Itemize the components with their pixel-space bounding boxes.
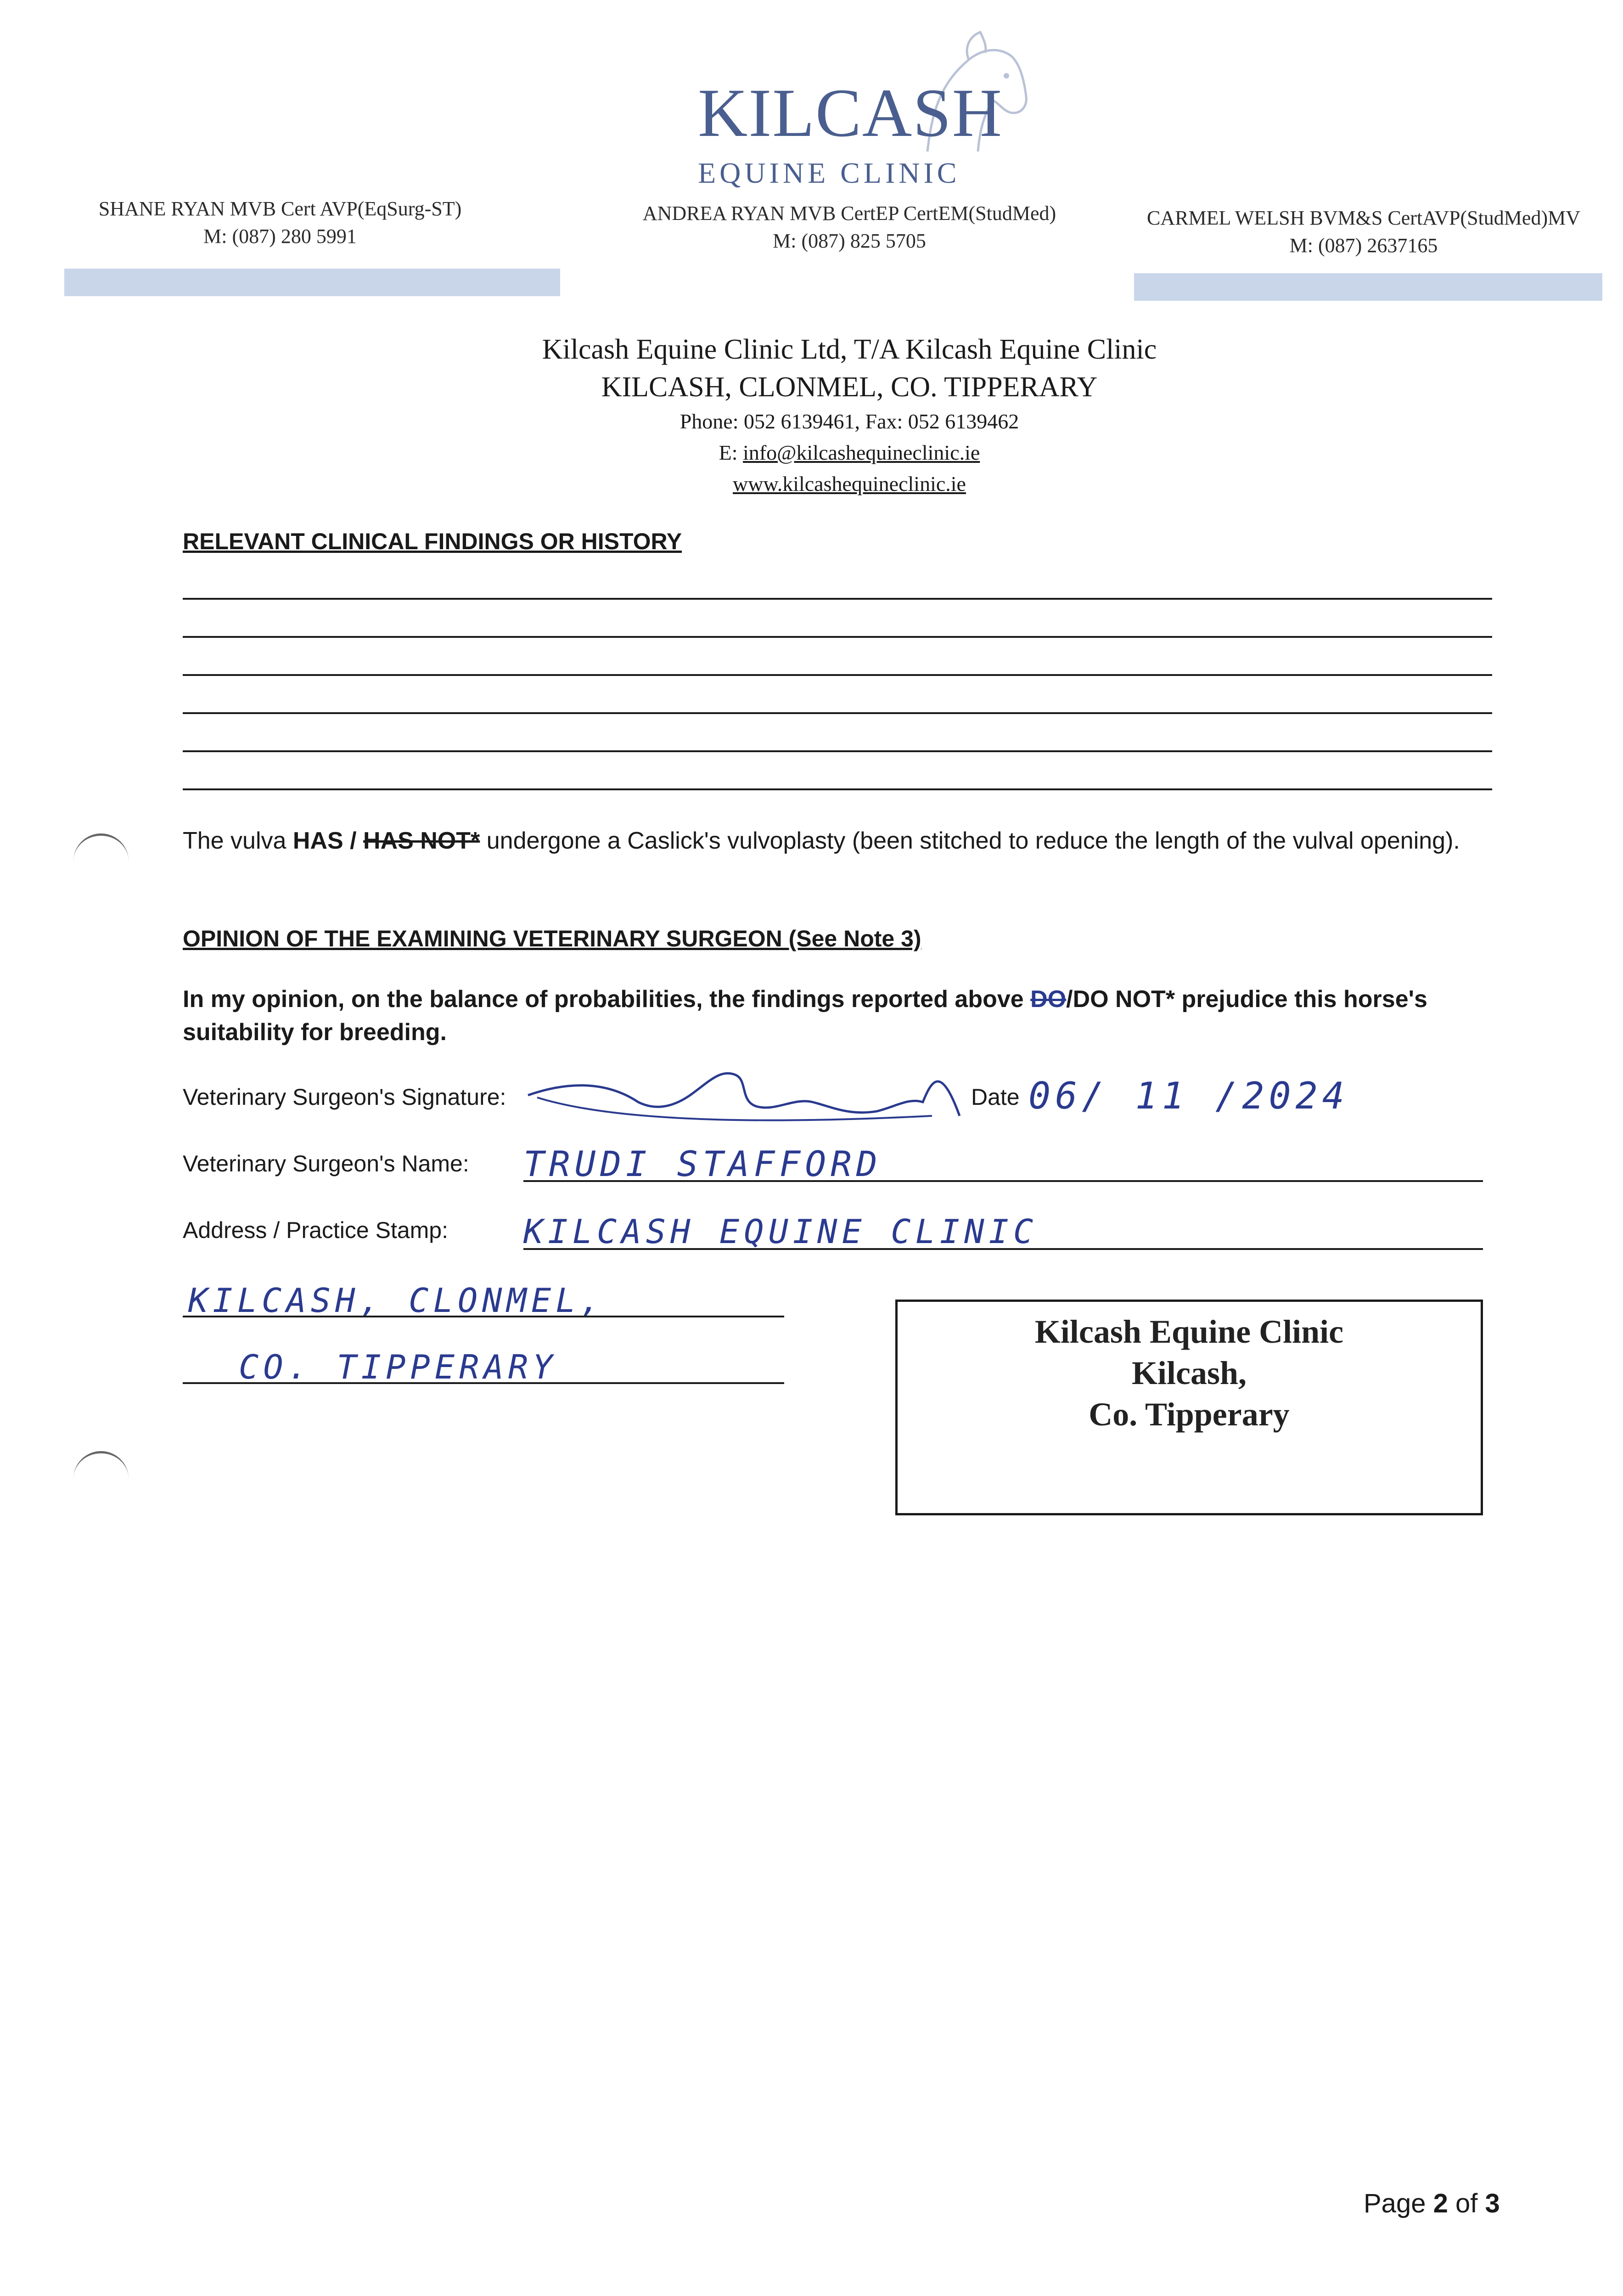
caslick-statement xyxy=(183,824,1468,857)
findings-line xyxy=(183,674,1492,676)
vet-name: SHANE RYAN MVB Cert AVP(EqSurg-ST) xyxy=(98,197,462,220)
findings-heading: RELEVANT CLINICAL FINDINGS OR HISTORY xyxy=(183,529,682,554)
punch-hole-mark xyxy=(73,1451,129,1481)
clinic-website-line xyxy=(413,468,1286,500)
clinic-website-link[interactable]: www.kilcashequineclinic.ie xyxy=(733,472,966,495)
date-value[interactable]: 06/ 11 /2024 xyxy=(1028,1075,1349,1117)
caslick-suffix: undergone a Caslick's vulvoplasty (been stitched to reduce the length of the vulval opening). xyxy=(480,827,1460,854)
vet-mobile: M: (087) 825 5705 xyxy=(773,230,926,252)
opinion-part2: /DO NOT* prejudice this horse's suitability for breeding. xyxy=(183,986,1427,1046)
page-prefix: Page xyxy=(1364,2189,1433,2218)
vet-mobile: M: (087) 280 5991 xyxy=(203,225,357,248)
findings-line xyxy=(183,788,1492,790)
header-bar-right xyxy=(1134,273,1602,301)
address-line-1[interactable]: KILCASH EQUINE CLINIC xyxy=(523,1212,1038,1251)
clinic-address-block xyxy=(413,331,1286,500)
clinic-email-link[interactable]: info@kilcashequineclinic.ie xyxy=(743,441,980,464)
email-prefix: E: xyxy=(719,441,743,464)
page-total: 3 xyxy=(1485,2189,1500,2218)
date-label: Date xyxy=(971,1084,1020,1110)
vet-name: ANDREA RYAN MVB CertEP CertEM(StudMed) xyxy=(642,202,1056,225)
vet-name: CARMEL WELSH BVM&S CertAVP(StudMed)MV xyxy=(1146,207,1581,229)
clinic-email-line xyxy=(413,437,1286,468)
vet-contact xyxy=(606,200,1093,255)
findings-line xyxy=(183,636,1492,638)
clinic-phone: Phone: 052 6139461, Fax: 052 6139462 xyxy=(680,410,1019,433)
page-current: 2 xyxy=(1433,2189,1448,2218)
address-underline-1 xyxy=(523,1248,1483,1250)
clinic-logo xyxy=(680,28,1047,189)
stamp-line-1: Kilcash Equine Clinic xyxy=(1034,1313,1344,1350)
opinion-heading: OPINION OF THE EXAMINING VETERINARY SURGEON (See Note 3) xyxy=(183,926,921,951)
opinion-statement xyxy=(183,983,1468,1049)
opinion-do-struck: DO xyxy=(1030,986,1067,1013)
caslick-has: HAS / xyxy=(292,827,364,854)
caslick-has-not-struck: HAS NOT* xyxy=(363,827,480,854)
caslick-prefix: The vulva xyxy=(183,827,293,854)
signature-scribble xyxy=(519,1052,978,1130)
logo-subtitle: EQUINE CLINIC xyxy=(698,157,960,189)
findings-line xyxy=(183,750,1492,752)
header-bar-left xyxy=(64,269,560,296)
address-label: Address / Practice Stamp: xyxy=(183,1217,449,1243)
vet-name-label: Veterinary Surgeon's Name: xyxy=(183,1151,469,1176)
address-line-3[interactable]: CO. TIPPERARY xyxy=(239,1348,557,1386)
practice-stamp xyxy=(895,1300,1483,1515)
opinion-part1: In my opinion, on the balance of probabilities, the findings reported above xyxy=(183,986,1031,1013)
stamp-line-2: Kilcash, xyxy=(1131,1355,1247,1391)
vet-contact xyxy=(1120,204,1607,259)
vet-name-underline xyxy=(523,1180,1483,1182)
page-middle: of xyxy=(1448,2189,1485,2218)
stamp-line-3: Co. Tipperary xyxy=(1089,1396,1290,1433)
punch-hole-mark xyxy=(73,833,129,863)
findings-line xyxy=(183,598,1492,600)
vet-contact xyxy=(69,195,491,250)
page-number xyxy=(1364,2188,1500,2219)
signature-label: Veterinary Surgeon's Signature: xyxy=(183,1084,506,1110)
vet-mobile: M: (087) 2637165 xyxy=(1289,234,1438,257)
vet-name-value[interactable]: TRUDI STAFFORD xyxy=(523,1143,882,1184)
address-underline-3 xyxy=(183,1382,784,1384)
clinic-company-name: Kilcash Equine Clinic Ltd, T/A Kilcash Equine Clinic xyxy=(542,334,1157,365)
address-underline-2 xyxy=(183,1316,784,1317)
address-line-2[interactable]: KILCASH, CLONMEL, xyxy=(188,1281,605,1320)
clinic-location: KILCASH, CLONMEL, CO. TIPPERARY xyxy=(601,371,1098,403)
findings-line xyxy=(183,712,1492,714)
logo-name: KILCASH xyxy=(698,75,1003,151)
